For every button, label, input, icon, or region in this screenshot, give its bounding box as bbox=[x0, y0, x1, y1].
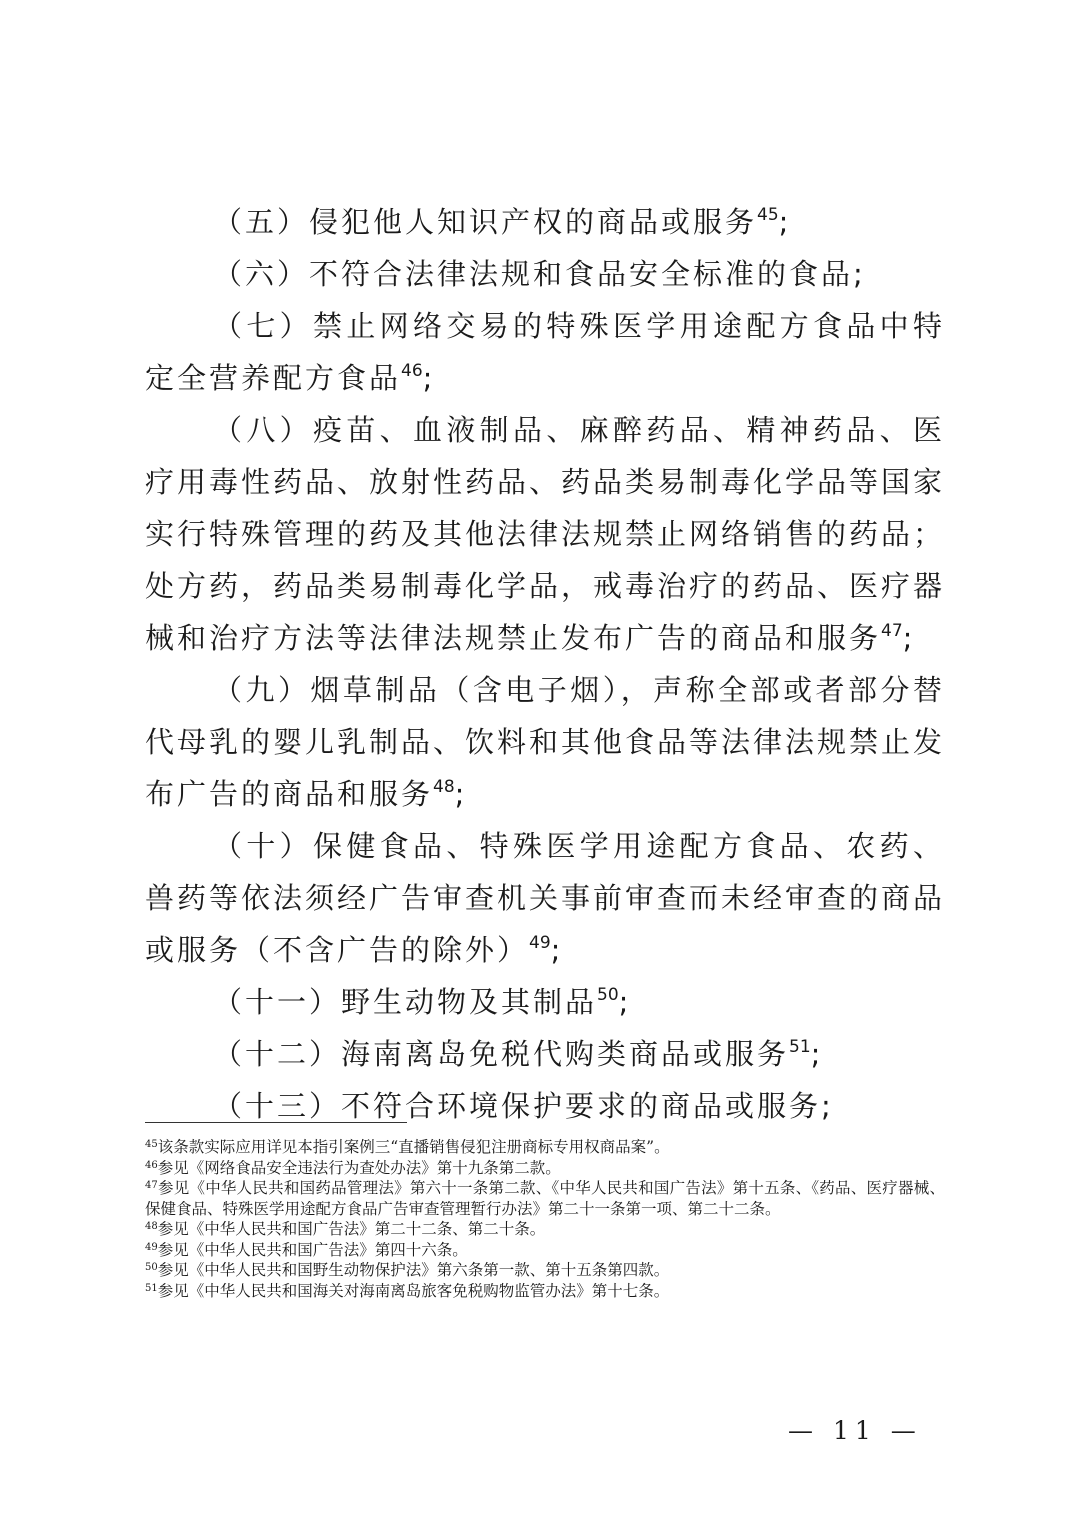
footnote-51 bbox=[145, 1281, 945, 1302]
footnote-50 bbox=[145, 1260, 945, 1281]
footnote-text: 该条款实际应用详见本指引案例三“直播销售侵犯注册商标专用权商品案”。 bbox=[157, 1138, 670, 1156]
footnotes bbox=[145, 1137, 945, 1301]
footnote-text: 参见《网络食品安全违法行为查处办法》第十九条第二款。 bbox=[157, 1158, 561, 1177]
footnote-49 bbox=[145, 1240, 945, 1261]
footnote-text: 参见《中华人民共和国广告法》第二十二条、第二十条。 bbox=[157, 1220, 546, 1238]
paragraph-item-12: （十二）海南离岛免税代购类商品或服务$^{51}$; bbox=[213, 1037, 824, 1071]
footnote-ref[interactable]: 46 bbox=[401, 361, 423, 381]
footnote-number: 50 bbox=[145, 1262, 158, 1273]
paragraph-item-13: （十三）不符合环境保护要求的商品或服务; bbox=[213, 1089, 834, 1123]
footnote-46 bbox=[145, 1158, 945, 1179]
footnote-number: 48 bbox=[145, 1221, 158, 1232]
footnote-47 bbox=[145, 1178, 945, 1219]
page-number: — 11 — bbox=[788, 1416, 922, 1445]
footnote-ref[interactable]: 45 bbox=[757, 205, 779, 225]
paragraph-item-6: （六）不符合法律法规和食品安全标准的食品; bbox=[213, 257, 866, 291]
footnote-number: 46 bbox=[145, 1159, 158, 1171]
footnote-number: 51 bbox=[145, 1282, 158, 1294]
paragraph-item-5: （五）侵犯他人知识产权的商品或服务$^{45}$; bbox=[213, 205, 792, 239]
footnote-number: 49 bbox=[145, 1241, 158, 1253]
paragraph-item-7: （七）禁止网络交易的特殊医学用途配方食品中特定全营养配方食品$^{46}$; bbox=[145, 309, 945, 395]
footnote-ref[interactable]: 47 bbox=[881, 621, 903, 641]
paragraph-item-10: （十）保健食品、特殊医学用途配方食品、农药、兽药等依法须经广告审查机关事前审查而未经审查的商品或服务（不含广告的除外）$^{49}$; bbox=[145, 829, 946, 967]
paragraph-item-9: （九）烟草制品（含电子烟），声称全部或者部分替代母乳的婴儿乳制品、饮料和其他食品等法律法规禁止发布广告的商品和服务$^{48}$; bbox=[145, 673, 946, 811]
paragraph-item-8: （八）疫苗、血液制品、麻醉药品、精神药品、医疗用毒性药品、放射性药品、药品类易制毒化学品等国家实行特殊管理的药及其他法律法规禁止网络销售的药品；处方药，药品类易制毒化学品，戒毒治疗的药品、医疗器械和治疗方法等法律法规禁止发布广告的商品和服务$^{47}$; bbox=[145, 413, 946, 655]
footnote-45 bbox=[145, 1137, 945, 1158]
footnote-ref[interactable]: 51 bbox=[789, 1037, 811, 1057]
body-text bbox=[145, 196, 945, 1132]
footnote-ref[interactable]: 50 bbox=[597, 985, 619, 1005]
footnote-text: 参见《中华人民共和国广告法》第四十六条。 bbox=[157, 1240, 468, 1259]
footnote-number: 45 bbox=[145, 1139, 158, 1150]
footnote-number: 47 bbox=[145, 1180, 158, 1191]
footnote-ref[interactable]: 49 bbox=[529, 933, 551, 953]
footnote-ref[interactable]: 48 bbox=[433, 777, 455, 797]
paragraph-item-11: （十一）野生动物及其制品$^{50}$; bbox=[213, 985, 632, 1019]
footnote-48 bbox=[145, 1219, 945, 1240]
footnote-text: 参见《中华人民共和国海关对海南离岛旅客免税购物监管办法》第十七条。 bbox=[157, 1281, 670, 1300]
footnote-divider bbox=[145, 1122, 407, 1123]
footnote-text: 参见《中华人民共和国药品管理法》第六十一条第二款、《中华人民共和国广告法》第十五条、《药品、医疗器械、保健食品、特殊医学用途配方食品广告审查管理暂行办法》第二十一条第一项、第二十二条。 bbox=[145, 1179, 945, 1218]
footnote-text: 参见《中华人民共和国野生动物保护法》第六条第一款、第十五条第四款。 bbox=[157, 1261, 670, 1279]
